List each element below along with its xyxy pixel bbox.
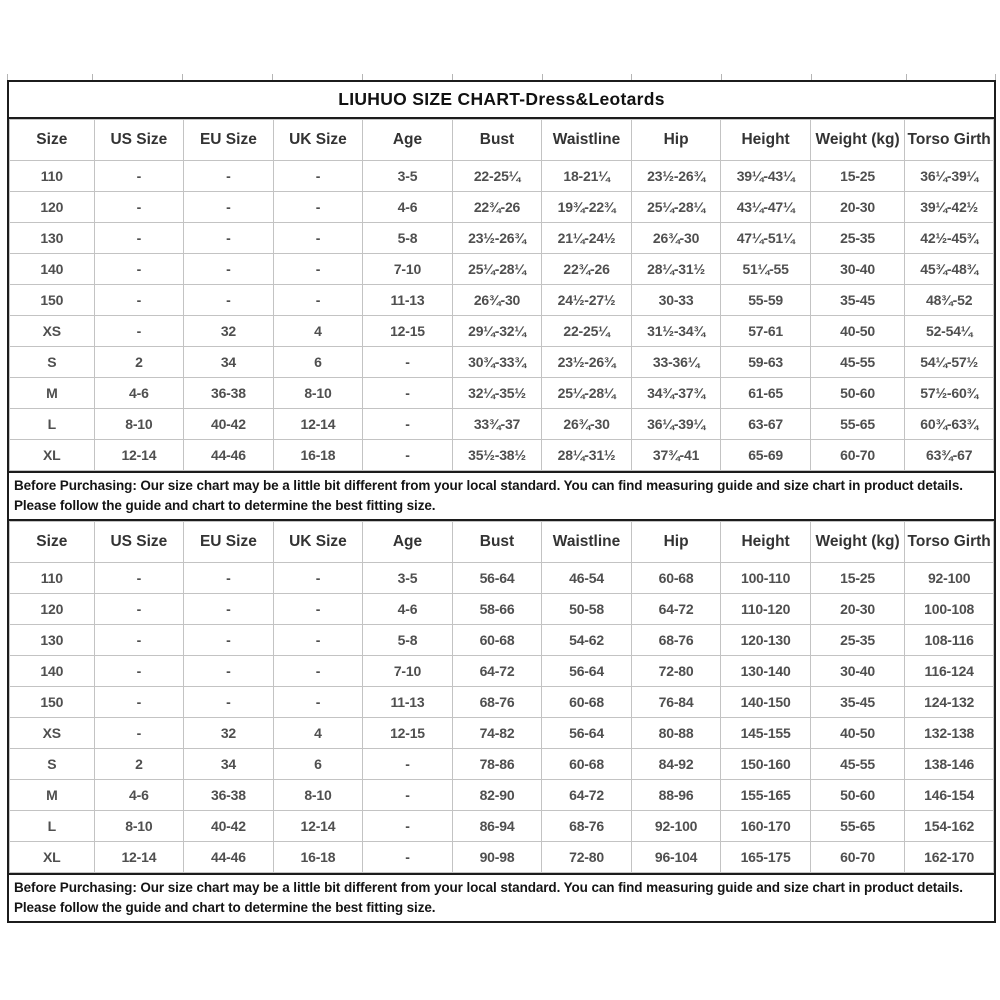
- cell: 16-18: [273, 440, 363, 471]
- cell: 48¾-52: [905, 285, 994, 316]
- cell: 3-5: [363, 161, 453, 192]
- cell: 146-154: [905, 780, 994, 811]
- cell: 140-150: [721, 687, 811, 718]
- cell: 30-33: [631, 285, 721, 316]
- cell: -: [94, 316, 184, 347]
- cell: 140: [10, 254, 95, 285]
- cell: 23½-26¾: [631, 161, 721, 192]
- cell: 132-138: [905, 718, 994, 749]
- cell: -: [184, 223, 274, 254]
- cell: 84-92: [631, 749, 721, 780]
- table-row: [10, 254, 994, 285]
- cell: 3-5: [363, 563, 453, 594]
- cell: 100-110: [721, 563, 811, 594]
- cell: -: [273, 656, 363, 687]
- cell: 28¼-31½: [631, 254, 721, 285]
- cell: 60-68: [542, 749, 632, 780]
- cell: 72-80: [542, 842, 632, 873]
- cell: 40-50: [810, 718, 904, 749]
- table-row: [10, 192, 994, 223]
- cell: 40-42: [184, 811, 274, 842]
- cell: 63-67: [721, 409, 811, 440]
- cell: 130-140: [721, 656, 811, 687]
- cell: 22¾-26: [452, 192, 542, 223]
- cell: -: [363, 409, 453, 440]
- size-chart-board: [7, 80, 996, 923]
- cell: 40-50: [810, 316, 904, 347]
- cell: 22-25¼: [542, 316, 632, 347]
- cell: 36¼-39¼: [631, 409, 721, 440]
- column-header: Torso Girth: [905, 522, 994, 563]
- cell: 54-62: [542, 625, 632, 656]
- cell: -: [184, 656, 274, 687]
- cell: 45-55: [810, 347, 904, 378]
- cell: 88-96: [631, 780, 721, 811]
- cell: 138-146: [905, 749, 994, 780]
- cell: L: [10, 409, 95, 440]
- cell: -: [94, 625, 184, 656]
- cell: 18-21¼: [542, 161, 632, 192]
- cell: 33-36¼: [631, 347, 721, 378]
- cell: 56-64: [542, 718, 632, 749]
- cell: 4-6: [363, 594, 453, 625]
- column-header: Bust: [452, 120, 542, 161]
- cell: 108-116: [905, 625, 994, 656]
- column-header: UK Size: [273, 522, 363, 563]
- cell: -: [94, 687, 184, 718]
- cell: 50-58: [542, 594, 632, 625]
- cell: 86-94: [452, 811, 542, 842]
- cell: 55-65: [810, 409, 904, 440]
- cell: -: [273, 687, 363, 718]
- cell: 7-10: [363, 656, 453, 687]
- cell: 42½-45¾: [905, 223, 994, 254]
- column-header: Waistline: [542, 120, 632, 161]
- size-table-cm: [9, 521, 994, 873]
- cell: 45-55: [810, 749, 904, 780]
- cell: 154-162: [905, 811, 994, 842]
- cell: 35½-38½: [452, 440, 542, 471]
- cell: -: [273, 285, 363, 316]
- table-row: [10, 563, 994, 594]
- cell: 160-170: [721, 811, 811, 842]
- cell: 12-14: [94, 440, 184, 471]
- purchase-note-inches: Before Purchasing: Our size chart may be a little bit different from your local standard. You can find measuring guide and size chart in product details. Please follow the guide and chart to determine the best fitting size.: [9, 471, 994, 521]
- cell: 150-160: [721, 749, 811, 780]
- cell: 124-132: [905, 687, 994, 718]
- cell: -: [363, 811, 453, 842]
- cell: 29¼-32¼: [452, 316, 542, 347]
- cell: 64-72: [452, 656, 542, 687]
- cell: 60-68: [631, 563, 721, 594]
- cell: 26¾-30: [452, 285, 542, 316]
- cell: 32: [184, 718, 274, 749]
- cell: 100-108: [905, 594, 994, 625]
- cell: 120: [10, 192, 95, 223]
- cell: 23½-26¾: [452, 223, 542, 254]
- cell: 120: [10, 594, 95, 625]
- cell: 155-165: [721, 780, 811, 811]
- column-header: Torso Girth: [905, 120, 994, 161]
- cell: 20-30: [810, 192, 904, 223]
- cropped-row-ticks: [7, 74, 996, 80]
- cell: 25-35: [810, 223, 904, 254]
- cell: 4-6: [94, 780, 184, 811]
- cell: 56-64: [542, 656, 632, 687]
- cell: 60-68: [542, 687, 632, 718]
- cell: 165-175: [721, 842, 811, 873]
- cell: 11-13: [363, 285, 453, 316]
- cell: -: [273, 161, 363, 192]
- cell: 32: [184, 316, 274, 347]
- table-row: [10, 285, 994, 316]
- cell: -: [184, 192, 274, 223]
- cell: 68-76: [452, 687, 542, 718]
- cell: 64-72: [542, 780, 632, 811]
- cell: 24½-27½: [542, 285, 632, 316]
- cell: 20-30: [810, 594, 904, 625]
- cell: 2: [94, 347, 184, 378]
- cell: 4-6: [363, 192, 453, 223]
- cell: 6: [273, 347, 363, 378]
- purchase-note-cm: Before Purchasing: Our size chart may be a little bit different from your local standard. You can find measuring guide and size chart in product details. Please follow the guide and chart to determine the best fitting size.: [9, 873, 994, 921]
- cell: 12-14: [273, 811, 363, 842]
- cell: -: [94, 192, 184, 223]
- cell: 36-38: [184, 780, 274, 811]
- cell: M: [10, 780, 95, 811]
- cell: M: [10, 378, 95, 409]
- cell: -: [273, 192, 363, 223]
- cell: 46-54: [542, 563, 632, 594]
- cell: -: [273, 625, 363, 656]
- cell: 34: [184, 347, 274, 378]
- table-row: [10, 811, 994, 842]
- cell: 130: [10, 223, 95, 254]
- cell: 22¾-26: [542, 254, 632, 285]
- table-row: [10, 378, 994, 409]
- cell: 50-60: [810, 780, 904, 811]
- table-row: [10, 842, 994, 873]
- cell: 23½-26¾: [542, 347, 632, 378]
- cell: 150: [10, 285, 95, 316]
- cell: 8-10: [94, 811, 184, 842]
- cell: 96-104: [631, 842, 721, 873]
- cell: 60-70: [810, 440, 904, 471]
- cell: XS: [10, 718, 95, 749]
- cell: 8-10: [273, 378, 363, 409]
- column-header: Size: [10, 120, 95, 161]
- cell: 19¾-22¾: [542, 192, 632, 223]
- cell: 76-84: [631, 687, 721, 718]
- column-header: Hip: [631, 120, 721, 161]
- cell: 7-10: [363, 254, 453, 285]
- cell: 74-82: [452, 718, 542, 749]
- column-header: Weight (kg): [810, 120, 904, 161]
- table-row: [10, 749, 994, 780]
- column-header: Bust: [452, 522, 542, 563]
- cell: 78-86: [452, 749, 542, 780]
- cell: XS: [10, 316, 95, 347]
- cell: -: [94, 161, 184, 192]
- cell: 63¾-67: [905, 440, 994, 471]
- cell: -: [184, 254, 274, 285]
- cell: 110-120: [721, 594, 811, 625]
- cell: 22-25¼: [452, 161, 542, 192]
- cell: 64-72: [631, 594, 721, 625]
- size-table-inches-body: [10, 161, 994, 471]
- column-header: Height: [721, 522, 811, 563]
- cell: 25¼-28¼: [542, 378, 632, 409]
- cell: 32¼-35½: [452, 378, 542, 409]
- cell: 39¼-43¼: [721, 161, 811, 192]
- column-header: Hip: [631, 522, 721, 563]
- table-row: [10, 687, 994, 718]
- cell: -: [184, 563, 274, 594]
- cell: -: [184, 285, 274, 316]
- table-row: [10, 161, 994, 192]
- cell: 21¼-24½: [542, 223, 632, 254]
- cell: 116-124: [905, 656, 994, 687]
- cell: 8-10: [273, 780, 363, 811]
- cell: -: [273, 594, 363, 625]
- table-row: [10, 223, 994, 254]
- cell: -: [94, 718, 184, 749]
- column-header: US Size: [94, 522, 184, 563]
- cell: 2: [94, 749, 184, 780]
- cell: 25¼-28¼: [452, 254, 542, 285]
- cell: 82-90: [452, 780, 542, 811]
- cell: -: [184, 594, 274, 625]
- table-row: [10, 718, 994, 749]
- cell: 11-13: [363, 687, 453, 718]
- cell: 39¼-42½: [905, 192, 994, 223]
- cell: 44-46: [184, 440, 274, 471]
- cell: 12-14: [273, 409, 363, 440]
- table-row: [10, 625, 994, 656]
- cell: 145-155: [721, 718, 811, 749]
- cell: 57-61: [721, 316, 811, 347]
- cell: 150: [10, 687, 95, 718]
- cell: 15-25: [810, 161, 904, 192]
- cell: 30-40: [810, 656, 904, 687]
- cell: 4: [273, 718, 363, 749]
- cell: 130: [10, 625, 95, 656]
- cell: 56-64: [452, 563, 542, 594]
- cell: 26¾-30: [631, 223, 721, 254]
- header-row: [10, 120, 994, 161]
- cell: 30-40: [810, 254, 904, 285]
- cell: 80-88: [631, 718, 721, 749]
- cell: 8-10: [94, 409, 184, 440]
- cell: 28¼-31½: [542, 440, 632, 471]
- cell: 54¼-57½: [905, 347, 994, 378]
- cell: 16-18: [273, 842, 363, 873]
- cell: 12-15: [363, 718, 453, 749]
- cell: 60-68: [452, 625, 542, 656]
- cell: 5-8: [363, 625, 453, 656]
- column-header: EU Size: [184, 522, 274, 563]
- cell: 162-170: [905, 842, 994, 873]
- cell: 4-6: [94, 378, 184, 409]
- table-row: [10, 440, 994, 471]
- cell: 68-76: [631, 625, 721, 656]
- cell: 35-45: [810, 687, 904, 718]
- table-row: [10, 409, 994, 440]
- cell: 34: [184, 749, 274, 780]
- column-header: Age: [363, 120, 453, 161]
- cell: 57½-60¾: [905, 378, 994, 409]
- cell: 68-76: [542, 811, 632, 842]
- cell: 90-98: [452, 842, 542, 873]
- column-header: UK Size: [273, 120, 363, 161]
- cell: -: [94, 223, 184, 254]
- column-header: Size: [10, 522, 95, 563]
- cell: 36¼-39¼: [905, 161, 994, 192]
- cell: 5-8: [363, 223, 453, 254]
- cell: 6: [273, 749, 363, 780]
- table-row: [10, 347, 994, 378]
- cell: 33¾-37: [452, 409, 542, 440]
- cell: 52-54¼: [905, 316, 994, 347]
- cell: S: [10, 749, 95, 780]
- cell: 59-63: [721, 347, 811, 378]
- cell: L: [10, 811, 95, 842]
- cell: -: [184, 625, 274, 656]
- cell: XL: [10, 842, 95, 873]
- chart-title: LIUHUO SIZE CHART-Dress&Leotards: [9, 82, 994, 119]
- table-row: [10, 316, 994, 347]
- cell: -: [184, 687, 274, 718]
- table-row: [10, 780, 994, 811]
- cell: -: [363, 440, 453, 471]
- cell: -: [363, 842, 453, 873]
- cell: -: [363, 378, 453, 409]
- cell: 58-66: [452, 594, 542, 625]
- cell: 60¾-63¾: [905, 409, 994, 440]
- table-row: [10, 594, 994, 625]
- cell: 55-65: [810, 811, 904, 842]
- cell: -: [94, 594, 184, 625]
- cell: 43¼-47¼: [721, 192, 811, 223]
- cell: 60-70: [810, 842, 904, 873]
- table-row: [10, 656, 994, 687]
- column-header: US Size: [94, 120, 184, 161]
- cell: 26¾-30: [542, 409, 632, 440]
- cell: -: [363, 347, 453, 378]
- cell: 110: [10, 563, 95, 594]
- cell: 44-46: [184, 842, 274, 873]
- cell: 40-42: [184, 409, 274, 440]
- cell: -: [94, 656, 184, 687]
- cell: -: [94, 254, 184, 285]
- cell: 12-14: [94, 842, 184, 873]
- size-table-cm-body: [10, 563, 994, 873]
- cell: 72-80: [631, 656, 721, 687]
- cell: 30¾-33¾: [452, 347, 542, 378]
- cell: 25¼-28¼: [631, 192, 721, 223]
- column-header: Waistline: [542, 522, 632, 563]
- cell: 110: [10, 161, 95, 192]
- cell: -: [184, 161, 274, 192]
- cell: XL: [10, 440, 95, 471]
- column-header: Age: [363, 522, 453, 563]
- column-header: Weight (kg): [810, 522, 904, 563]
- cell: -: [273, 223, 363, 254]
- cell: 37¾-41: [631, 440, 721, 471]
- cell: 47¼-51¼: [721, 223, 811, 254]
- cell: 120-130: [721, 625, 811, 656]
- column-header: EU Size: [184, 120, 274, 161]
- cell: 55-59: [721, 285, 811, 316]
- header-row: [10, 522, 994, 563]
- cell: 92-100: [631, 811, 721, 842]
- column-header: Height: [721, 120, 811, 161]
- cell: -: [273, 563, 363, 594]
- cell: 140: [10, 656, 95, 687]
- cell: -: [94, 563, 184, 594]
- cell: -: [363, 780, 453, 811]
- cell: 51¼-55: [721, 254, 811, 285]
- cell: 61-65: [721, 378, 811, 409]
- cell: -: [273, 254, 363, 285]
- cell: -: [363, 749, 453, 780]
- cell: 25-35: [810, 625, 904, 656]
- cell: 36-38: [184, 378, 274, 409]
- cell: 50-60: [810, 378, 904, 409]
- cell: 34¾-37¾: [631, 378, 721, 409]
- size-table-inches: [9, 119, 994, 471]
- cell: 35-45: [810, 285, 904, 316]
- cell: S: [10, 347, 95, 378]
- cell: 15-25: [810, 563, 904, 594]
- cell: 12-15: [363, 316, 453, 347]
- cell: 31½-34¾: [631, 316, 721, 347]
- cell: 65-69: [721, 440, 811, 471]
- cell: 92-100: [905, 563, 994, 594]
- cell: -: [94, 285, 184, 316]
- cell: 45¾-48¾: [905, 254, 994, 285]
- cell: 4: [273, 316, 363, 347]
